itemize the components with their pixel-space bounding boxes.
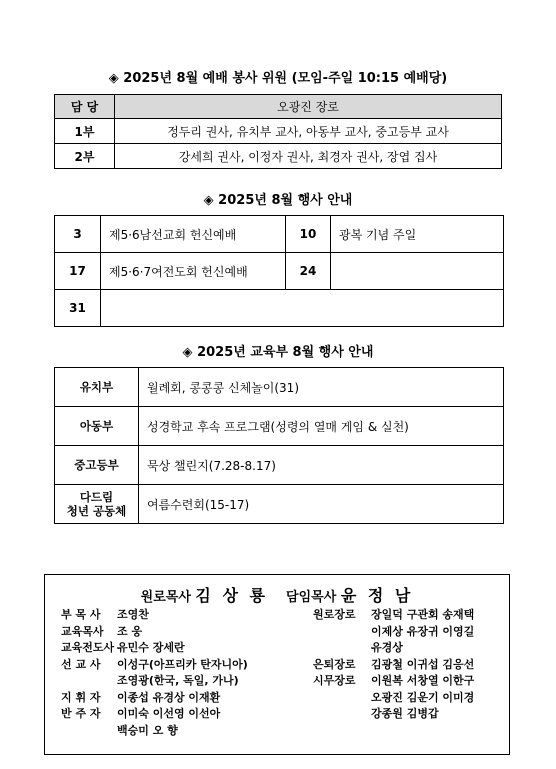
elder-names: 강종원 김병갑 xyxy=(371,707,439,720)
elder-row xyxy=(313,672,474,688)
elder-names: 이제상 유장귀 이영길 xyxy=(371,625,475,638)
events-table xyxy=(54,215,504,327)
table-row xyxy=(55,95,502,119)
elder-row xyxy=(313,705,439,721)
staff-names: 이미숙 이선영 이선아 xyxy=(117,707,221,720)
staff-row xyxy=(61,623,142,639)
service-volunteers: 정두리 권사, 유치부 교사, 아동부 교사, 중고등부 교사 xyxy=(115,119,502,144)
event-name xyxy=(101,290,504,327)
elder-row xyxy=(313,639,403,655)
table-row xyxy=(55,485,504,524)
table-row xyxy=(55,446,504,485)
service-volunteers: 강세희 권사, 이정자 권사, 최경자 권사, 장엽 집사 xyxy=(115,144,502,169)
elder-names: 장일덕 구관회 송재택 xyxy=(371,608,475,621)
department-label xyxy=(55,485,139,524)
staff-role: 부 목 사 xyxy=(61,608,101,621)
elder-names: 이원복 서창열 이한구 xyxy=(371,674,475,687)
department-event: 성경학교 후속 프로그램(성령의 열매 게임 & 실천) xyxy=(139,407,504,446)
senior-pastor-label: 담임목사 xyxy=(286,590,337,605)
department-label: 아동부 xyxy=(55,407,139,446)
elder-row xyxy=(313,689,474,705)
table-row xyxy=(55,407,504,446)
staff-names: 이종섭 유경상 이재환 xyxy=(117,691,221,704)
table-row xyxy=(55,290,504,327)
department-label-line1: 다드림 xyxy=(79,490,114,504)
education-events-table xyxy=(54,367,504,524)
department-event: 묵상 챌린지(7.28-8.17) xyxy=(139,446,504,485)
table-row xyxy=(55,144,502,169)
department-label-line2: 청년 공동체 xyxy=(66,504,127,518)
staff-names: 조영찬 xyxy=(117,608,149,621)
staff-row xyxy=(61,722,178,738)
elder-role: 시무장로 xyxy=(313,674,356,687)
service-label: 1부 xyxy=(55,119,115,144)
staff-names: 유민수 장세란 xyxy=(117,641,185,654)
education-events-title: ◈ 2025년 교육부 8월 행사 안내 xyxy=(182,345,374,360)
staff-role: 교육목사 xyxy=(61,625,104,638)
worship-volunteers-table xyxy=(54,94,502,169)
pastors-heading xyxy=(45,583,509,606)
table-row xyxy=(55,119,502,144)
event-name: 제5·6·7여전도회 헌신예배 xyxy=(101,253,286,290)
emeritus-pastor-label: 원로목사 xyxy=(140,590,191,605)
staff-role: 반 주 자 xyxy=(61,707,101,720)
table-row xyxy=(55,368,504,407)
staff-role: 교육전도사 xyxy=(61,641,115,654)
service-label: 2부 xyxy=(55,144,115,169)
event-name: 광복 기념 주일 xyxy=(331,216,504,253)
elder-names: 김광철 이귀섭 김응선 xyxy=(371,658,475,671)
elder-row xyxy=(313,606,474,622)
event-name: 제5·6남선교회 헌신예배 xyxy=(101,216,286,253)
event-date: 3 xyxy=(55,216,101,253)
department-label: 중고등부 xyxy=(55,446,139,485)
staff-row xyxy=(61,656,248,672)
event-date: 31 xyxy=(55,290,101,327)
table-row xyxy=(55,253,504,290)
header-value: 오광진 장로 xyxy=(115,95,502,119)
staff-names: 조 웅 xyxy=(117,625,143,638)
staff-box xyxy=(44,574,510,755)
staff-row xyxy=(61,705,220,721)
department-label: 유치부 xyxy=(55,368,139,407)
elder-role: 은퇴장로 xyxy=(313,658,356,671)
elder-names: 유경상 xyxy=(371,641,403,654)
event-date: 10 xyxy=(286,216,331,253)
elder-row xyxy=(313,656,474,672)
event-date: 24 xyxy=(286,253,331,290)
staff-names: 이성구(아프리카 탄자니아) xyxy=(117,658,248,671)
department-event: 여름수련회(15-17) xyxy=(139,485,504,524)
emeritus-pastor-name: 김 상 룡 xyxy=(195,586,268,605)
header-key: 담 당 xyxy=(55,95,115,119)
staff-names: 백승미 오 향 xyxy=(117,724,178,737)
department-event: 월례회, 콩콩콩 신체놀이(31) xyxy=(139,368,504,407)
worship-volunteers-title: ◈ 2025년 8월 예배 봉사 위원 (모임-주일 10:15 예배당) xyxy=(108,71,448,86)
staff-row xyxy=(61,639,185,655)
events-title: ◈ 2025년 8월 행사 안내 xyxy=(203,193,353,208)
staff-names: 조영광(한국, 독일, 가나) xyxy=(117,674,239,687)
staff-row xyxy=(61,672,239,688)
staff-row xyxy=(61,689,220,705)
staff-role: 지 휘 자 xyxy=(61,691,101,704)
senior-pastor-name: 윤 정 남 xyxy=(340,586,414,605)
event-name xyxy=(331,253,504,290)
elder-role: 원로장로 xyxy=(313,608,356,621)
staff-role: 선 교 사 xyxy=(61,658,101,671)
event-date: 17 xyxy=(55,253,101,290)
elder-row xyxy=(313,623,474,639)
table-row xyxy=(55,216,504,253)
staff-row xyxy=(61,606,149,622)
elder-names: 오광진 김운기 이미경 xyxy=(371,691,475,704)
